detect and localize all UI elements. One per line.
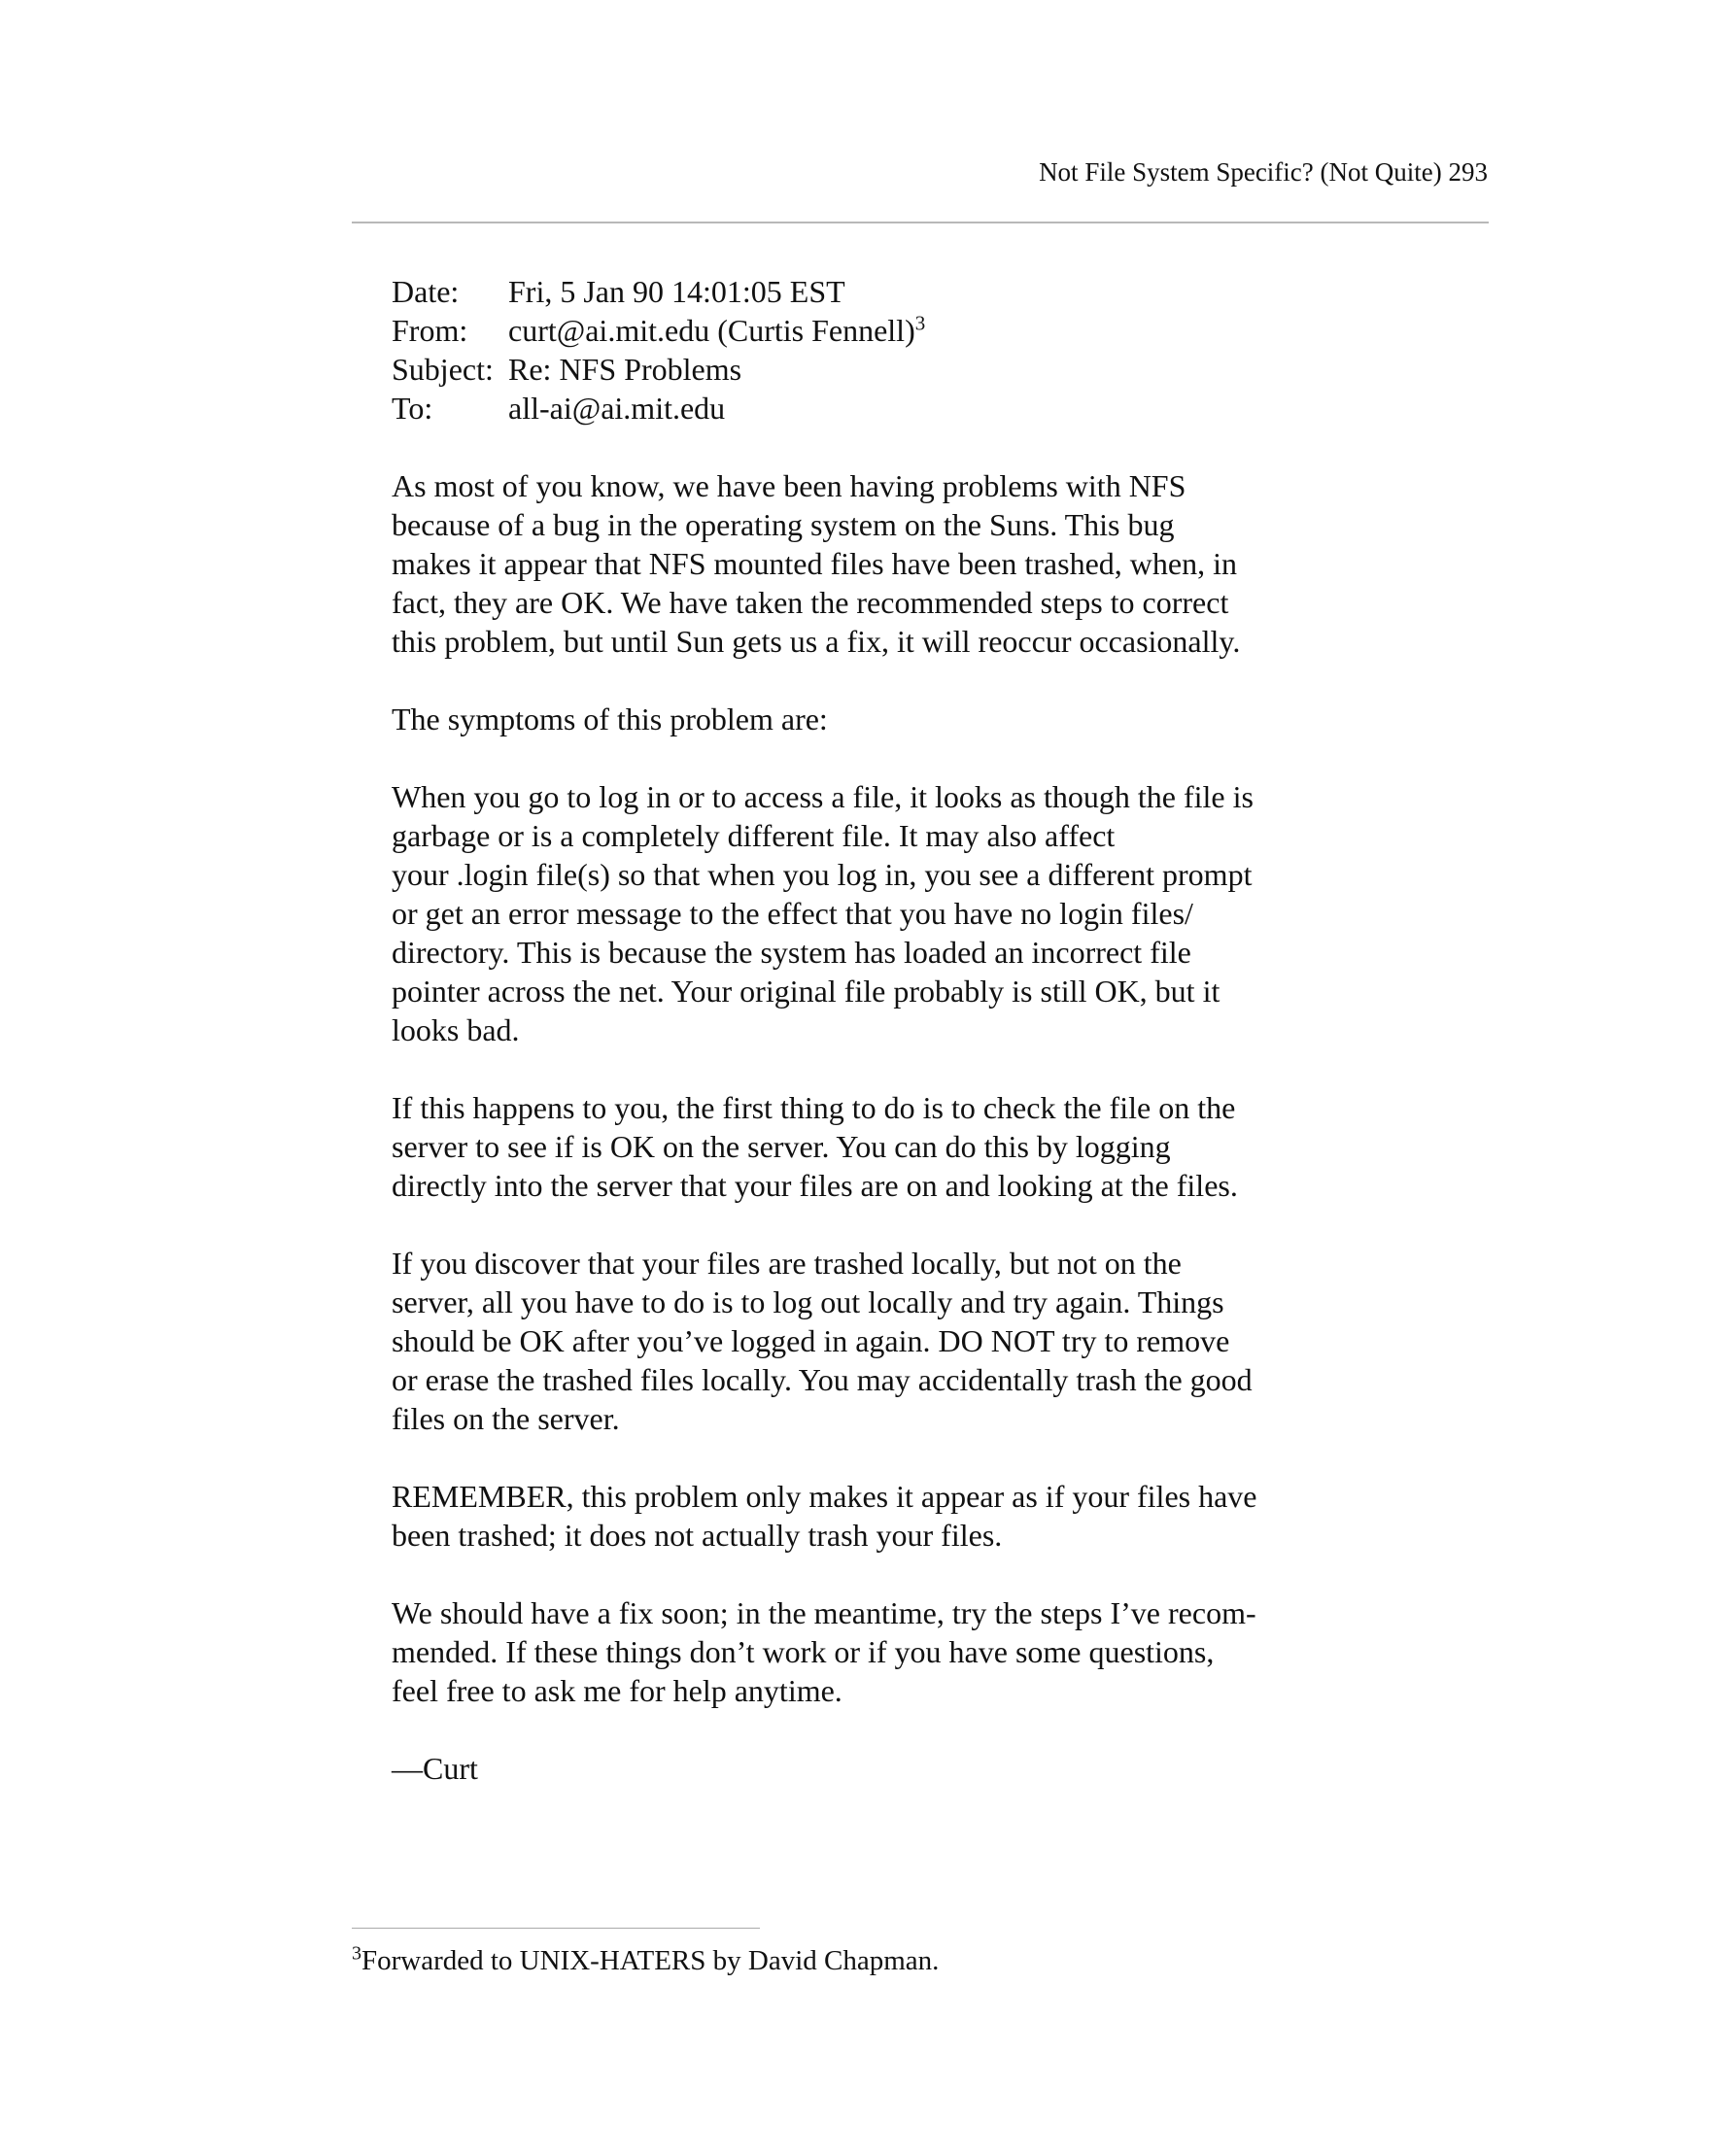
body-line: We should have a fix soon; in the meantime, try the steps I’ve recom- [392, 1595, 1256, 1630]
header-label: Date: [392, 274, 460, 309]
body-line: When you go to log in or to access a file, it looks as though the file is [392, 779, 1254, 814]
body-line: The symptoms of this problem are: [392, 702, 828, 736]
body-line: or erase the trashed files locally. You may accidentally trash the good [392, 1362, 1253, 1397]
footnote-marker: 3 [352, 1942, 361, 1965]
header-value-text: Fri, 5 Jan 90 14:01:05 EST [508, 274, 845, 309]
body-line: makes it appear that NFS mounted files have been trashed, when, in [392, 546, 1237, 581]
body-line: directory. This is because the system has loaded an incorrect file [392, 935, 1191, 970]
body-line: fact, they are OK. We have taken the recommended steps to correct [392, 585, 1229, 620]
header-from [392, 311, 1324, 350]
header-value [508, 350, 741, 389]
body-line: mended. If these things don’t work or if you have some questions, [392, 1634, 1215, 1669]
body-line: REMEMBER, this problem only makes it appear as if your files have [392, 1479, 1257, 1514]
body-line: pointer across the net. Your original file probably is still OK, but it [392, 974, 1220, 1009]
body-paragraph [392, 700, 1324, 738]
body-line: feel free to ask me for help anytime. [392, 1673, 842, 1708]
body-line: been trashed; it does not actually trash your files. [392, 1518, 1003, 1553]
running-head: Not File System Specific? (Not Quite) 293 [1039, 157, 1488, 187]
body-line: or get an error message to the effect that you have no login files/ [392, 896, 1193, 931]
footnote-reference: 3 [914, 311, 926, 335]
body-line: should be OK after you’ve logged in again. DO NOT try to remove [392, 1323, 1230, 1358]
body-line: If you discover that your files are trashed locally, but not on the [392, 1246, 1182, 1281]
footnote [352, 1943, 939, 1978]
body-paragraph [392, 466, 1324, 661]
body-line: server to see if is OK on the server. You can do this by logging [392, 1129, 1171, 1164]
header-value [508, 389, 725, 428]
body-line: directly into the server that your files are on and looking at the files. [392, 1168, 1238, 1203]
body-line: looks bad. [392, 1012, 520, 1047]
body-paragraph [392, 1088, 1324, 1205]
email-message [392, 272, 1324, 1788]
header-rule [352, 222, 1489, 223]
body-line: files on the server. [392, 1401, 620, 1436]
header-subject [392, 350, 1324, 389]
body-paragraph [392, 1244, 1324, 1438]
footnote-text: Forwarded to UNIX-HATERS by David Chapman. [361, 1945, 940, 1976]
body-line: because of a bug in the operating system on the Suns. This bug [392, 507, 1175, 542]
body-line: garbage or is a completely different file. It may also affect [392, 818, 1116, 853]
body-line: this problem, but until Sun gets us a fix, it will reoccur occasionally. [392, 624, 1241, 659]
header-value [508, 272, 845, 311]
email-body [392, 466, 1324, 1788]
header-label: From: [392, 313, 468, 348]
body-paragraph [392, 1593, 1324, 1710]
email-headers [392, 272, 1324, 428]
body-line: server, all you have to do is to log out locally and try again. Things [392, 1284, 1224, 1319]
header-date [392, 272, 1324, 311]
footnote-rule [352, 1928, 760, 1929]
header-value-text: Re: NFS Problems [508, 352, 742, 387]
body-paragraph [392, 1749, 1324, 1788]
body-line: —Curt [392, 1751, 478, 1786]
body-line: As most of you know, we have been having problems with NFS [392, 468, 1186, 503]
body-paragraph [392, 1477, 1324, 1555]
header-label: To: [392, 391, 433, 426]
header-value-text: all-ai@ai.mit.edu [508, 391, 726, 426]
header-to [392, 389, 1324, 428]
body-line: If this happens to you, the first thing to do is to check the file on the [392, 1090, 1236, 1125]
header-value [508, 311, 925, 350]
body-line: your .login file(s) so that when you log in, you see a different prompt [392, 857, 1253, 892]
header-label: Subject: [392, 352, 494, 387]
header-value-text: curt@ai.mit.edu (Curtis Fennell) [508, 313, 915, 348]
body-paragraph [392, 777, 1324, 1049]
